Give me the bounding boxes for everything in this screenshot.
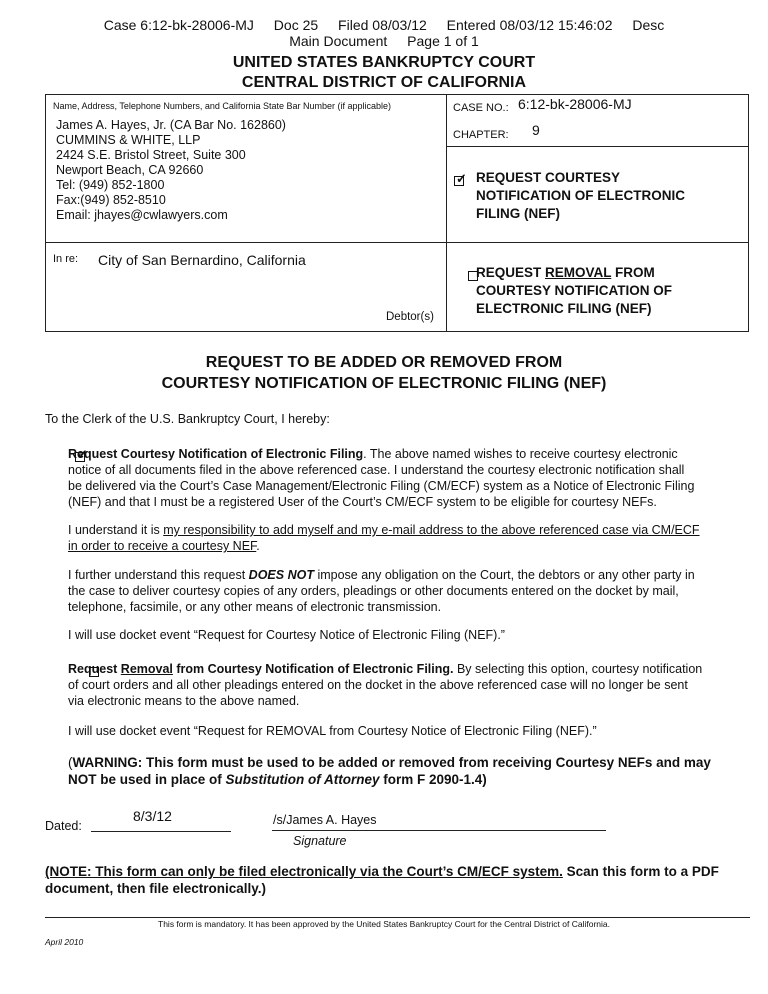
request-courtesy-checkbox[interactable] (454, 176, 464, 186)
warning-bold: NOT be used in place of (68, 772, 226, 787)
chapter-value: 9 (532, 122, 540, 138)
filing-header (0, 17, 768, 34)
case-no-value: 6:12-bk-28006-MJ (518, 96, 632, 112)
attorney-label: Name, Address, Telephone Numbers, and California State Bar Number (if applicable) (53, 101, 392, 111)
signature-label: Signature (293, 834, 347, 848)
in-re-label: In re: (53, 253, 79, 265)
text-line: telephone, facsimile, or any other means of electronic transmission. (68, 600, 442, 614)
form-title: REQUEST TO BE ADDED OR REMOVED FROM (205, 354, 563, 371)
warning-bold: WARNING: This form must be used to be added or removed from receiving Courtesy NEFs and may (72, 755, 711, 770)
warning-bold: form F 2090-1.4) (379, 772, 487, 787)
request-removal-post: FROM (611, 265, 655, 280)
footer-date: April 2010 (45, 937, 84, 947)
responsibility-text (68, 522, 752, 554)
emphasis-text: DOES NOT (248, 568, 314, 582)
note-underlined: (NOTE: This form can only be filed electronically via the Court’s CM/ECF system. (45, 864, 563, 879)
docket-event-courtesy: I will use docket event “Request for Courtesy Notice of Electronic Filing (NEF).” (68, 628, 505, 642)
text-line: ( (68, 755, 73, 770)
text-line: of court orders and all other pleadings entered on the docket in the above referenced case will no longer be sent (68, 678, 688, 692)
request-courtesy-line: NOTIFICATION OF ELECTRONIC (476, 188, 685, 203)
warning-text (68, 754, 758, 788)
footer-rule (45, 917, 750, 918)
text-line: By selecting this option, courtesy notification (453, 662, 703, 676)
attorney-line: CUMMINS & WHITE, LLP (56, 133, 201, 147)
request-removal-underlined: REMOVAL (545, 265, 612, 280)
option-removal-heading: Request (68, 662, 121, 676)
dated-line (91, 831, 231, 832)
main-document-label: Main Document (289, 33, 388, 49)
docket-event-removal: I will use docket event “Request for REMOVAL from Courtesy Notice of Electronic Filing (NEF).” (68, 724, 597, 738)
text-line: I understand it is (68, 523, 164, 537)
request-removal-line: ELECTRONIC FILING (NEF) (476, 301, 652, 316)
desc-label: Desc (632, 17, 665, 33)
case-number-header: Case 6:12-bk-28006-MJ (103, 17, 254, 33)
underlined-text: my responsibility to add myself and my e-mail address to the above referenced case via CM/ECF (163, 523, 700, 537)
request-courtesy-line: REQUEST COURTESY (476, 170, 621, 185)
option-removal-text (68, 661, 752, 709)
court-district: CENTRAL DISTRICT OF CALIFORNIA (241, 74, 527, 91)
text-line: I further understand this request (68, 568, 249, 582)
underlined-text: in order to receive a courtesy NEF (68, 539, 257, 553)
underlined-text: Removal (120, 662, 173, 676)
text-line: notice of all documents filed in the above referenced case. I understand the courtesy electronic notification shall (68, 463, 685, 477)
option-courtesy-heading: Request Courtesy Notification of Electronic Filing (68, 447, 364, 461)
doc-number: Doc 25 (273, 17, 319, 33)
attorney-line: Email: jhayes@cwlawyers.com (56, 208, 228, 222)
request-removal-line: COURTESY NOTIFICATION OF (476, 283, 673, 298)
text-line: via electronic means to the above named. (68, 694, 300, 708)
signature-line (272, 830, 606, 831)
intro-text: To the Clerk of the U.S. Bankruptcy Court, I hereby: (45, 412, 330, 426)
text-line: (NEF) and that I must be a registered User of the Court’s CM/ECF system to be eligible for courtesy NEFs. (68, 495, 657, 509)
debtor-name: City of San Bernardino, California (98, 252, 306, 268)
footer-mandatory: This form is mandatory. It has been approved by the United States Bankruptcy Court for the Central District of California. (158, 919, 610, 929)
attorney-line: Fax:(949) 852-8510 (56, 193, 166, 207)
further-understand-text (68, 567, 752, 615)
court-name: UNITED STATES BANKRUPTCY COURT (232, 54, 536, 71)
attorney-info (56, 118, 286, 223)
dated-label: Dated: (45, 819, 82, 833)
caption-left-divider (45, 242, 447, 243)
caption-right-divider (446, 146, 749, 147)
note-text: Scan this form to a PDF (562, 864, 719, 879)
filing-header-line2 (0, 33, 768, 50)
request-courtesy-label (476, 169, 685, 223)
chapter-label: CHAPTER: (453, 129, 509, 141)
text-line: be delivered via the Court’s Case Management/Electronic Filing (CM/ECF) system as a Notice of Electronic Filing (68, 479, 695, 493)
page-indicator: Page 1 of 1 (407, 33, 479, 49)
option-courtesy-text (68, 446, 752, 510)
debtor-label: Debtor(s) (386, 311, 434, 323)
case-no-label: CASE NO.: (453, 102, 509, 114)
filed-date: Filed 08/03/12 (338, 17, 427, 33)
caption-divider (446, 94, 447, 332)
option-removal-heading: from Courtesy Notification of Electronic Filing. (172, 662, 454, 676)
warning-emphasis: Substitution of Attorney (225, 772, 380, 787)
text-line: impose any obligation on the Court, the debtors or any other party in (313, 568, 695, 582)
request-removal-pre: REQUEST (476, 265, 546, 280)
filing-note (45, 863, 755, 897)
request-removal-label (476, 264, 672, 318)
form-title-line2: COURTESY NOTIFICATION OF ELECTRONIC FILING (NEF) (161, 375, 607, 392)
request-courtesy-line: FILING (NEF) (476, 206, 560, 221)
attorney-line: Tel: (949) 852-1800 (56, 178, 165, 192)
text-line: the case to deliver courtesy copies of any orders, pleadings or other documents entered on the docket by mail, (68, 584, 679, 598)
signature-value: /s/James A. Hayes (273, 813, 377, 827)
attorney-line: 2424 S.E. Bristol Street, Suite 300 (56, 148, 246, 162)
caption-right-divider-2 (446, 242, 749, 243)
attorney-line: Newport Beach, CA 92660 (56, 163, 204, 177)
text-line: . (256, 539, 260, 553)
attorney-line: James A. Hayes, Jr. (CA Bar No. 162860) (56, 118, 286, 132)
entered-date: Entered 08/03/12 15:46:02 (446, 17, 613, 33)
dated-value: 8/3/12 (133, 808, 172, 824)
note-text: document, then file electronically.) (45, 881, 267, 896)
text-line: . The above named wishes to receive courtesy electronic (363, 447, 678, 461)
